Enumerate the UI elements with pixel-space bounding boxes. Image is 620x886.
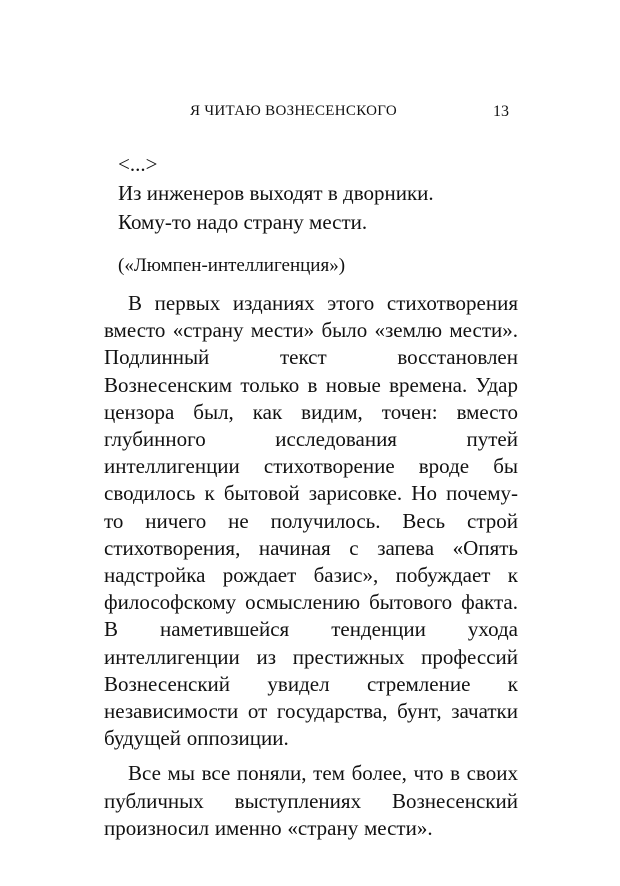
paragraph: Все мы все поняли, тем более, что в своих публичных выступлениях Вознесенский произносил именно «страну мести».	[104, 761, 518, 840]
paragraph: В первых изданиях этого стихотворения вместо «страну мести» было «землю мести». Подлинный текст восстановлен Вознесенским только в новые времена. Удар цензора был, как видим, точен: вместо глубинного исследования путей интеллигенции стихотворение вроде бы сводилось к бытовой зарисовке. Но почему-то ничего не получилось. Весь строй стихотворения, начиная с запева «Опять надстройка рождает базис», побуждает к философскому осмыслению бытового факта. В наметившейся тенденции ухода интеллигенции из престижных профессий Вознесенский увидел стремление к независимости от государства, бунт, зачатки будущей оппозиции.	[104, 291, 518, 751]
running-head: Я ЧИТАЮ ВОЗНЕСЕНСКОГО	[190, 103, 397, 119]
epigraph	[118, 150, 434, 280]
epigraph-source: («Люмпен-интеллигенция»)	[118, 255, 346, 276]
epigraph-ellipsis: <...>	[118, 152, 158, 176]
epigraph-line: Кому-то надо страну мести.	[118, 210, 368, 234]
epigraph-line: Из инженеров выходят в дворники.	[118, 181, 434, 205]
body-text	[104, 290, 518, 842]
page-number: 13	[493, 103, 509, 120]
